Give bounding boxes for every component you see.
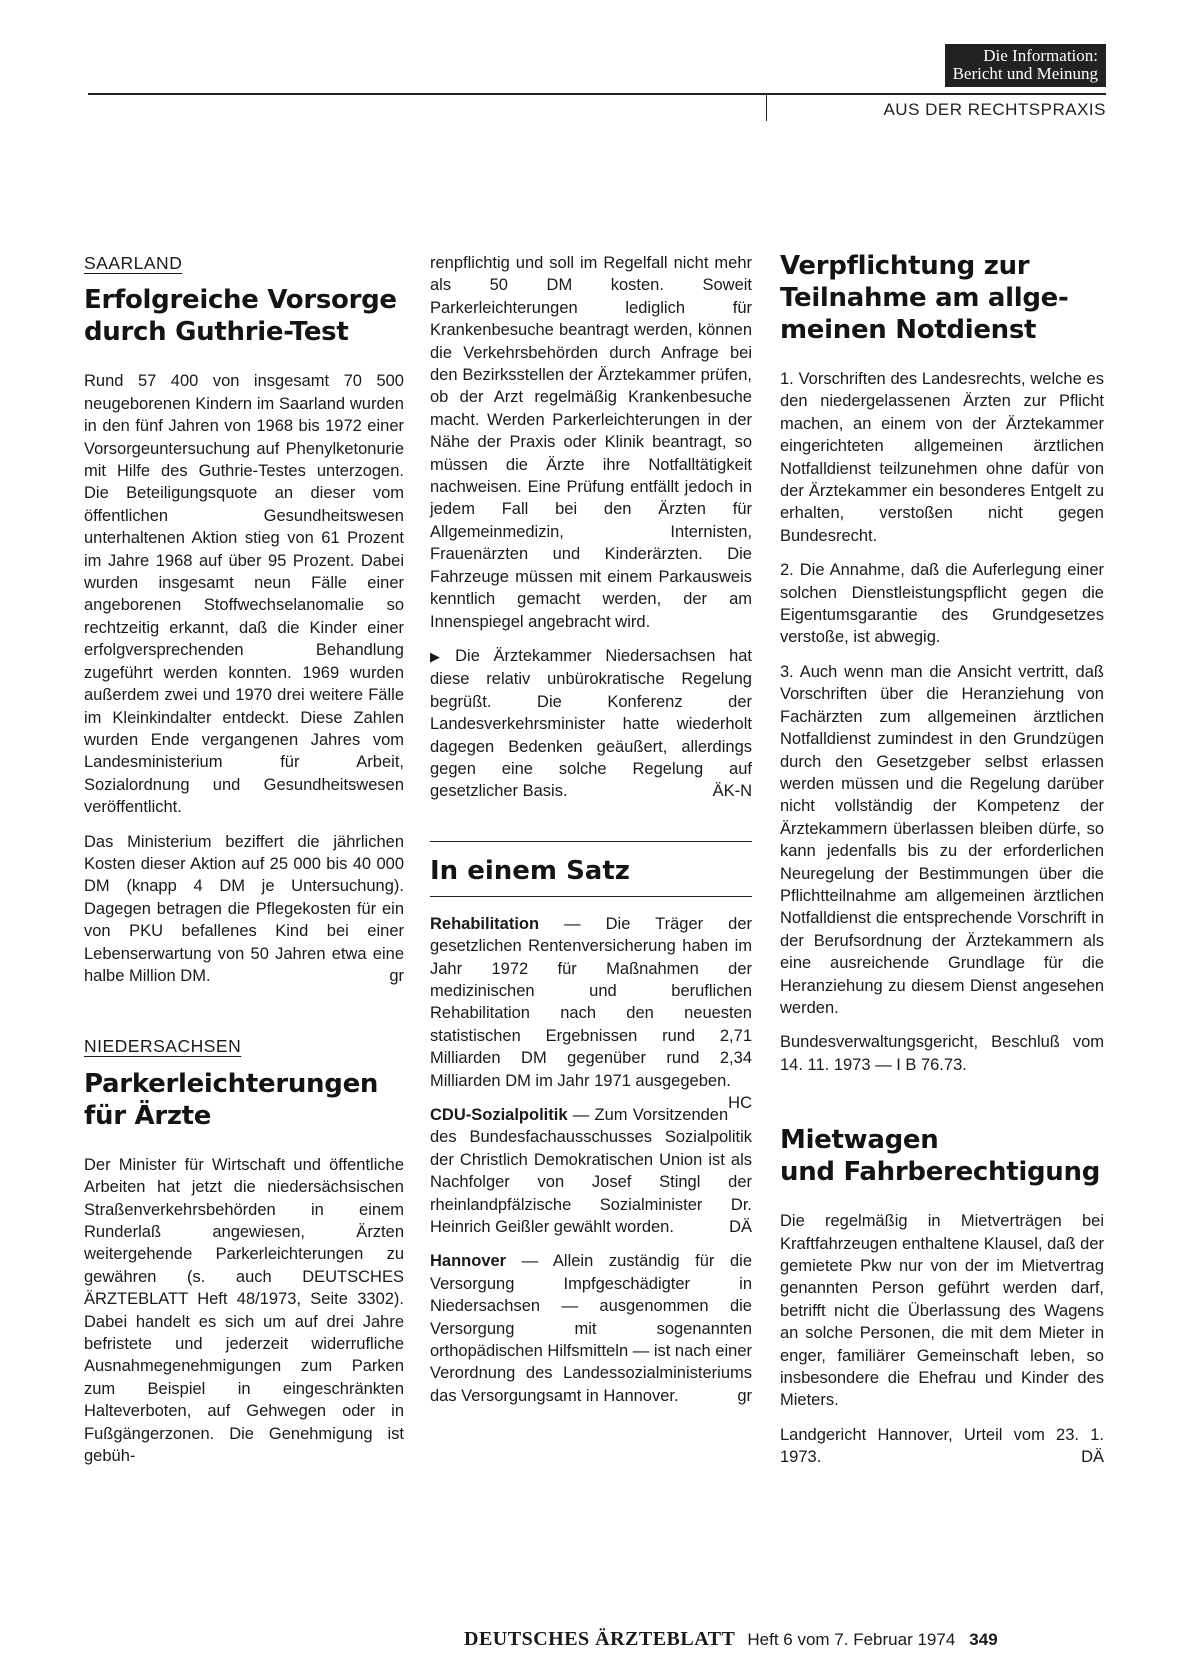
region-label: NIEDERSACHSEN [84,1036,242,1057]
brief-keyword: Hannover [430,1252,507,1271]
signature: HC [728,1094,752,1112]
court-source: Landgericht Hannover, Urteil vom 23. 1. 1973. [780,1425,1104,1467]
brief-text: — Die Träger der gesetzlichen Rentenversicherung haben im Jahr 1972 für Maßnahmen der medizinischen und beruflichen Rehabilitation nach den neuesten statistischen Ergebnissen rund 2,71 Milliarden DM gegenüber rund 2,34 Milliarden DM im Jahr 1971 ausgegeben. [430,914,752,1090]
article-paragraph: Rund 57 400 von insgesamt 70 500 neugeborenen Kindern im Saarland wurden in den fünf Jahren von 1968 bis 1972 einer Vorsorgeuntersuchung auf Phenylketonurie mit Hilfe des Guthrie-Testes unterzogen. Die Beteiligungsquote an dieser vom öffentlichen Gesundheitswesen unterhaltenen Aktion stieg von 61 Prozent im Jahre 1968 auf über 95 Prozent. Dabei wurden insgesamt neun Fälle einer angeborenen Stoffwechselanomalie so rechtzeitig erkannt, daß die Kinder einer erfolgversprechenden Behandlung zugeführt werden konnten. 1969 wurden außerdem zwei und 1970 drei weitere Fälle im Kleinkindalter entdeckt. Diese Zahlen wurden Ende vergangenen Jahres vom Landesministerium für Arbeit, Sozialordnung und Gesundheitswesen veröffentlicht. [84,372,404,817]
badge-line-2: Bericht und Meinung [952,64,1098,83]
headline-line: Mietwagen [780,1125,939,1156]
article-headline [780,1124,1104,1188]
article-paragraph: 2. Die Annahme, daß die Auferlegung einer solchen Dienstleistungspflicht gegen die Eigentumsgarantie des Grundgesetzes verstoße, ist abwegig. [780,561,1104,647]
page-footer [464,1628,998,1651]
court-source: Bundesverwaltungsgericht, Beschluß vom 14. 11. 1973 — I B 76.73. [780,1033,1104,1074]
article-headline [84,284,404,348]
brief-keyword: CDU-Sozialpolitik [430,1106,568,1124]
article-paragraph: 3. Auch wenn man die Ansicht vertritt, daß Vorschriften über die Heranziehung von Fachärzten zum allgemeinen ärztlichen Notfalldienst zumindest in den Grundzügen durch den Gesetzgeber selbst erlassen werden müssen und die Regelung darüber nicht vollständig der Kompetenz der Ärztekammern überlassen bleiben dürfe, so kann jedenfalls bis zu der erforderlichen Neuregelung der Bestimmungen über die Pflichtteilnahme am allgemeinen ärztlichen Notfalldienst die entsprechende Vorschrift in der Berufsordnung der Ärztekammern als eine ausreichende Grundlage für die Heranziehung zu diesem Dienst angesehen werden. [780,662,1104,1017]
brief-item [430,1250,752,1407]
signature: ÄK-N [712,782,752,801]
headline-line: Parkerleichterungen [84,1068,379,1099]
article-paragraph-with-signature [84,831,404,988]
comment-paragraph [430,645,752,803]
headline-line: Erfolgreiche Vorsorge [84,285,397,316]
issue-info: Heft 6 vom 7. Februar 1974 [747,1630,956,1649]
masthead: DEUTSCHES ÄRZTEBLATT [464,1628,736,1650]
brief-item [430,1104,752,1238]
article-paragraph: renpflichtig und soll im Regelfall nicht mehr als 50 DM kosten. Soweit Parkerleichterungen lediglich für Krankenbesuche beantragt werden, können die Verkehrsbehörden durch Anfrage bei den Bezirksstellen der Ärztekammer prüfen, ob der Arzt regelmäßig Krankenbesuche macht. Werden Parkerleichterungen in der Nähe der Praxis oder Klinik beantragt, so müssen die Ärzte ihre Notfalltätigkeit nachweisen. Eine Prüfung entfällt jedoch in jedem Fall bei den Ärzten für Allgemeinmedizin, Internisten, Frauenärzten und Kinderärzten. Die Fahrzeuge müssen mit einem Parkausweis kenntlich gemacht werden, der am Innenspiegel angebracht wird. [430,254,752,631]
headline-line: durch Guthrie-Test [84,317,349,348]
brief-item [430,913,752,1112]
brief-text: — Zum Vorsitzenden des Bundesfachausschusses Sozialpolitik der Christlich Demokratischen Union ist als Nachfolger von Josef Stingl der rheinlandpfälzische Sozialminister Dr. Heinrich Geißler gewählt worden. [430,1106,752,1237]
section-rule [430,841,752,842]
court-source-with-signature [780,1424,1104,1469]
signature: DÄ [729,1218,752,1237]
brief-text: — Allein zuständig für die Versorgung Impfgeschädigter in Niedersachsen — ausgenommen die Versorgung mit sogenannten orthopädischen Hilfsmitteln — ist nach einer Verordnung des Landessozialministeriums das Versorgungsamt in Hannover. [430,1252,752,1405]
article-paragraph: Der Minister für Wirtschaft und öffentliche Arbeiten hat jetzt die niedersächsischen Straßenverkehrsbehörden in einem Runderlaß angewiesen, Ärzten weitergehende Parkerleichterungen zu gewähren (s. auch DEUTSCHES ÄRZTEBLATT Heft 48/1973, Seite 3302). Dabei handelt es sich um auf drei Jahre befristete und jederzeit widerrufliche Ausnahmegenehmigungen zum Parken zum Beispiel in eingeschränkten Halteverboten, auf Gehwegen oder in Fußgängerzonen. Die Genehmigung ist gebüh- [84,1155,404,1466]
headline-line: und Fahrberechtigung [780,1157,1101,1188]
region-label: SAARLAND [84,253,183,273]
signature: gr [737,1386,752,1405]
badge-line-1: Die Information: [983,46,1098,65]
headline-line: Verpflichtung zur [780,251,1030,281]
signature: DÄ [1081,1448,1104,1467]
brief-keyword: Rehabilitation [430,914,540,933]
article-paragraph-text: Das Ministerium beziffert die jährlichen Kosten dieser Aktion auf 25 000 bis 40 000 DM (knapp 4 DM je Untersuchung). Dagegen betragen die Pflegekosten für ein von PKU befallenes Kind bei einer Lebenserwartung von 50 Jahren etwa eine halbe Million DM. [84,832,404,985]
article-paragraph: 1. Vorschriften des Landesrechts, welche es den niedergelassenen Ärzten zur Pflicht machen, an einem von der Ärztekammer eingerichteten allgemeinen ärztlichen Notfalldienst teilzunehmen ohne dafür von der Ärztekammer ein besonderes Entgelt zu erhalten, verstoßen nicht gegen Bundesrecht. [780,370,1104,545]
column-middle [430,252,752,1419]
headline-line: meinen Notdienst [780,315,1037,345]
article-headline [780,250,1104,346]
header-rule [88,93,1106,95]
column-right [780,250,1104,1481]
section-badge [945,44,1106,87]
comment-text: Die Ärztekammer Niedersachsen hat diese relativ unbürokratische Regelung begrüßt. Die Konferenz der Landesverkehrsminister hatte wiederholt dagegen Bedenken geäußert, allerdings gegen eine solche Regelung auf gesetzlicher Basis. [430,646,753,801]
column-left [84,252,404,1479]
headline-line: für Ärzte [84,1100,212,1131]
in-brief-title: In einem Satz [430,855,630,886]
column-divider [766,93,767,121]
page-number: 349 [969,1630,998,1649]
triangle-marker-icon: ▶ [430,648,450,664]
article-paragraph: Die regelmäßig in Mietverträgen bei Kraftfahrzeugen enthaltene Klausel, daß der gemietete Pkw nur von der im Mietvertrag genannten Person geführt werden darf, betrifft nicht die Überlassung des Wagens an solche Personen, die mit dem Mieter in enger, familiärer Gemeinschaft leben, so insbesondere die Ehefrau und Kinder des Mieters. [780,1212,1104,1410]
article-headline [84,1068,404,1132]
signature: gr [389,966,404,985]
section-label: AUS DER RECHTSPRAXIS [883,100,1106,119]
headline-line: Teilnahme am allge- [780,283,1069,313]
section-rule [430,896,752,897]
